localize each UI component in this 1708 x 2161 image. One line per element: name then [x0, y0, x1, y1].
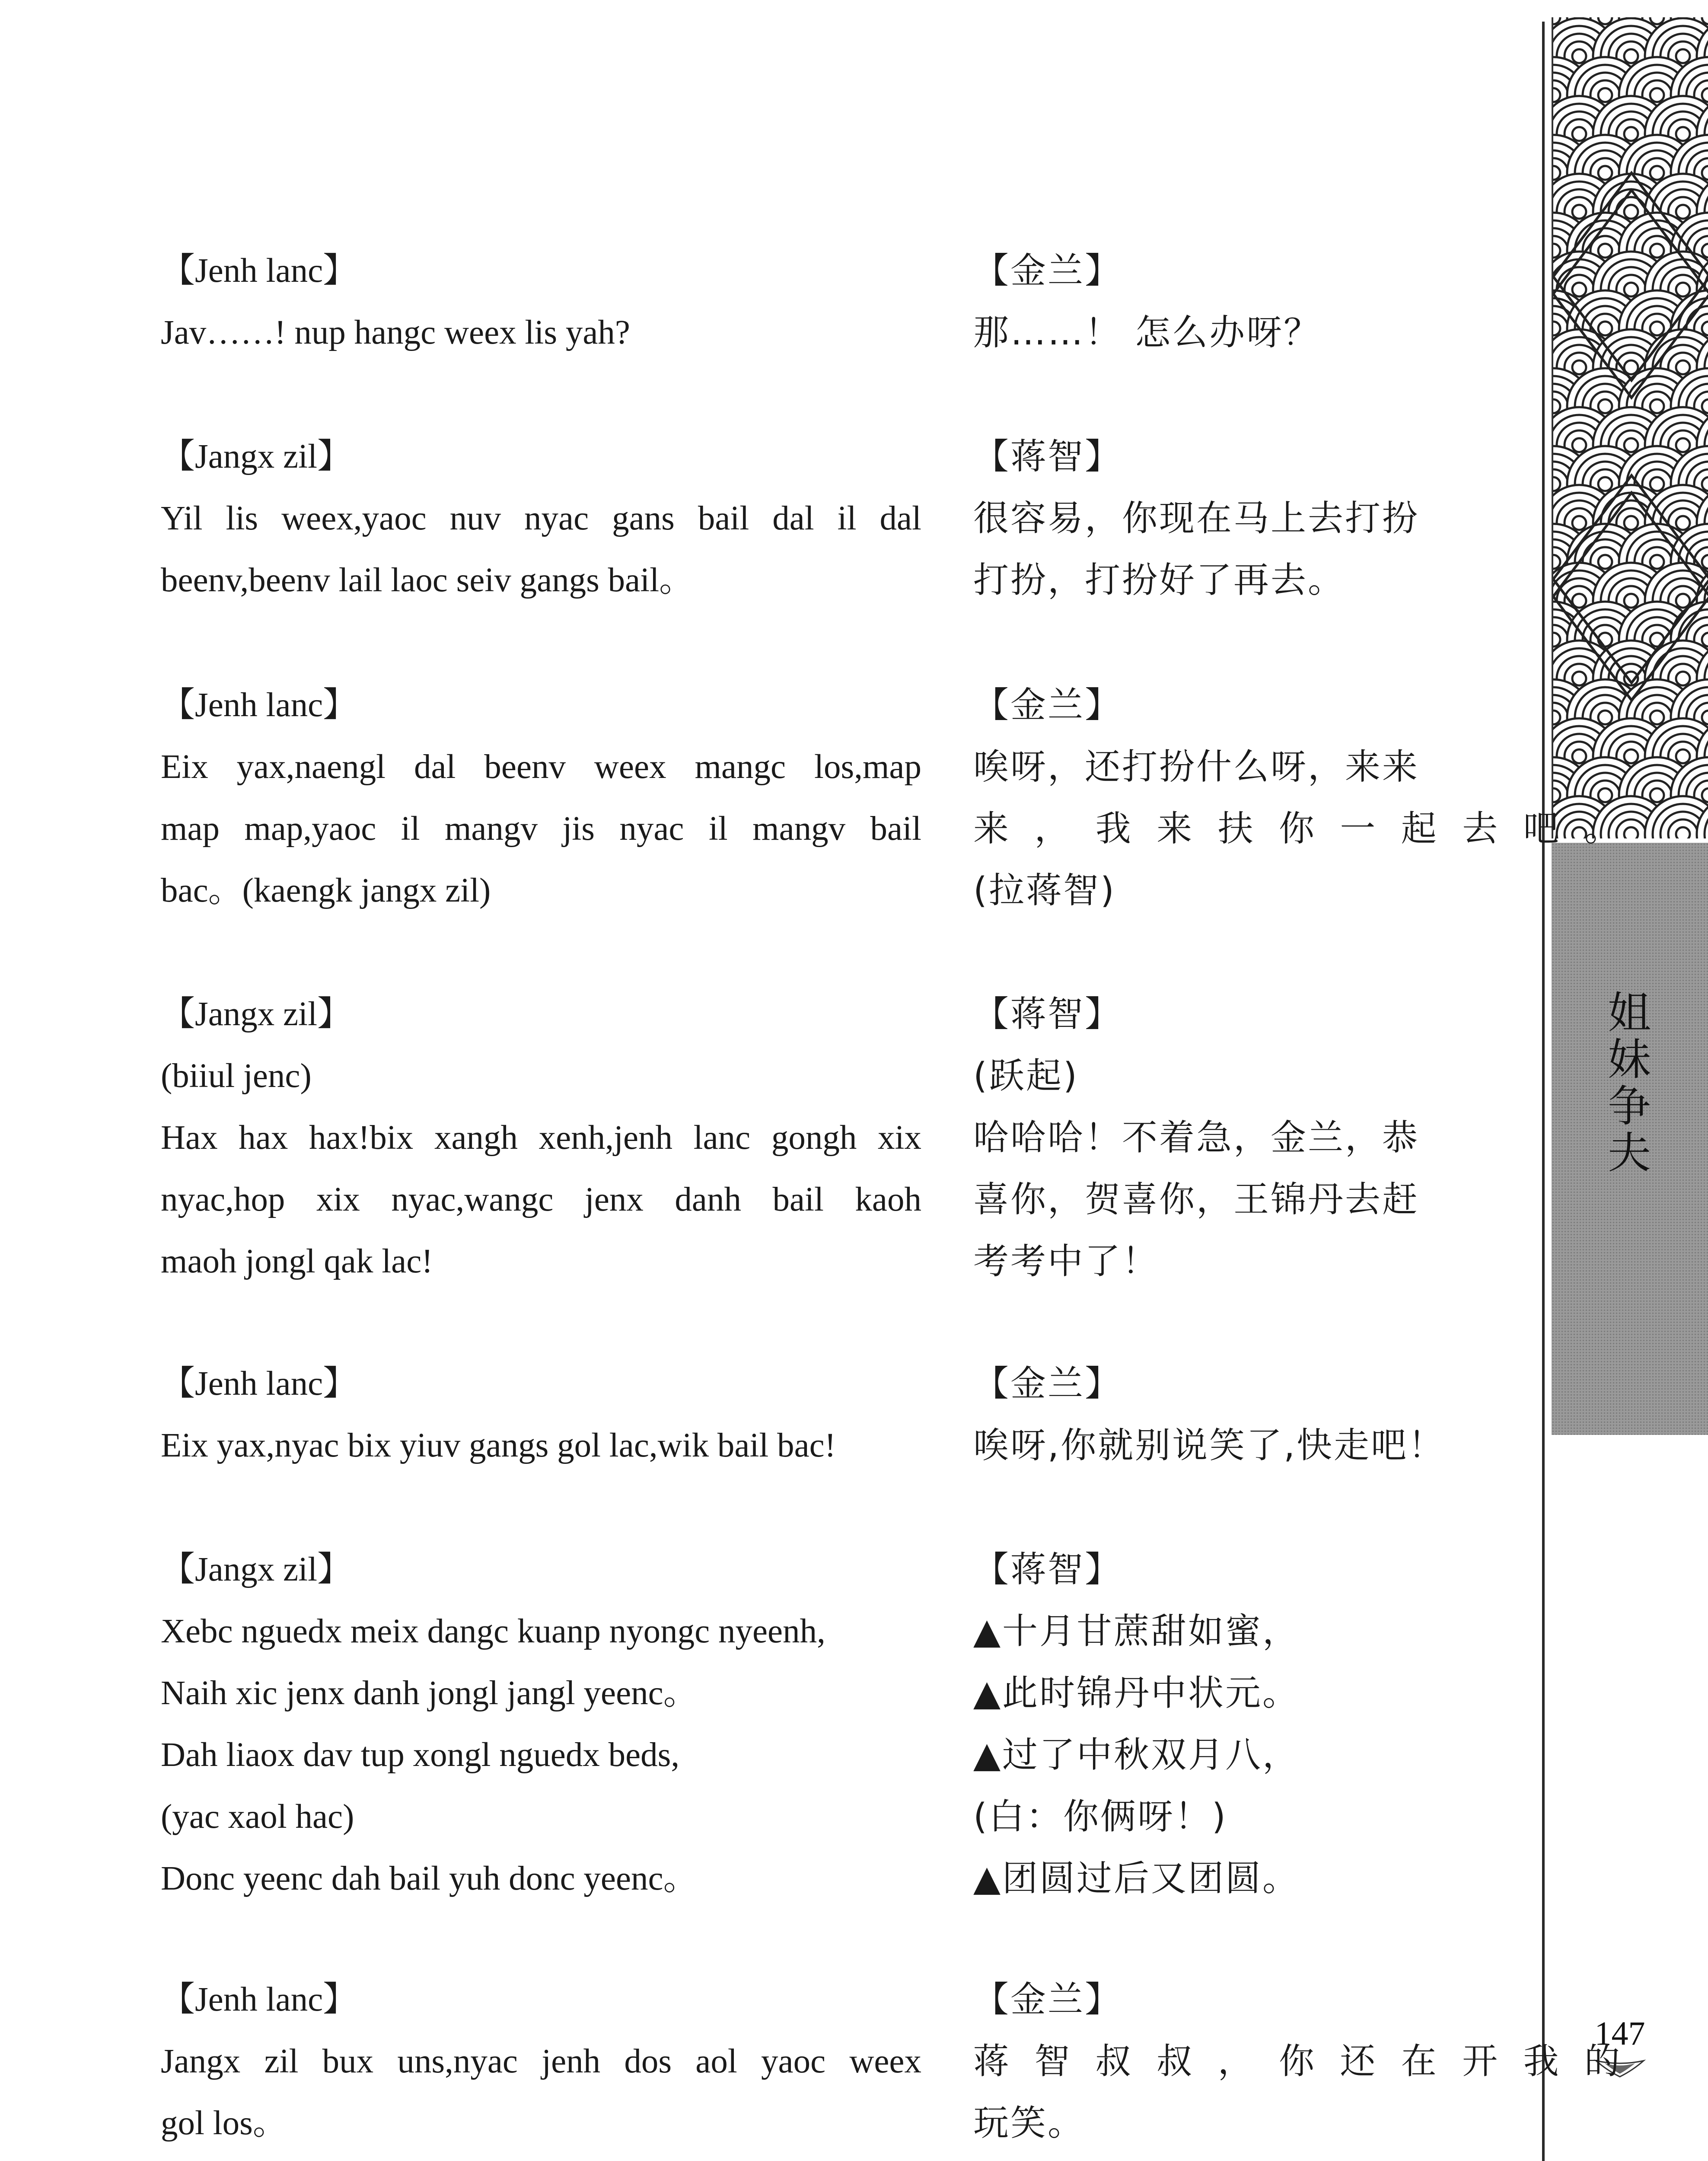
- kam-column: [161, 983, 921, 1292]
- chinese-line: ▲十月甘蔗甜如蜜，: [973, 1611, 1300, 1652]
- title-char: 夫: [1608, 1128, 1651, 1178]
- speaker-label: 【Jenh lanc】: [161, 1981, 357, 2018]
- kam-line: Naih xic jenx danh jongl jangl yeenc。: [161, 1674, 698, 1712]
- kam-column: [161, 1969, 921, 2154]
- kam-line: bac。(kaengk jangx zil): [161, 872, 491, 909]
- chinese-line: 很容易，你现在马上去打扮: [973, 498, 1420, 539]
- chinese-line: 打扮，打扮好了再去。: [973, 560, 1345, 601]
- chinese-column: [973, 983, 1622, 1292]
- kam-column: [161, 240, 921, 363]
- chinese-line: 那……！ 怎么办呀？: [973, 312, 1321, 353]
- kam-line: Xebc nguedx meix dangc kuanp nyongc nyeenh,: [161, 1613, 825, 1650]
- kam-line: Jav……! nup hangc weex lis yah?: [161, 314, 630, 351]
- speaker-label: 【蒋智】: [973, 1549, 1122, 1590]
- kam-line: nyac,hop xix nyac,wangc jenx danh bail kaoh: [161, 1181, 921, 1218]
- kam-column: [161, 674, 921, 921]
- chinese-line: 来，我来扶你一起去吧。: [973, 808, 1622, 849]
- speaker-label: 【Jangx zil】: [161, 995, 352, 1033]
- kam-line: Donc yeenc dah bail yuh donc yeenc。: [161, 1860, 698, 1897]
- chinese-line: 唉呀，还打扮什么呀，来来: [973, 746, 1420, 787]
- chinese-line: 蒋智叔叔，你还在开我的: [973, 2041, 1622, 2082]
- kam-line: (biiul jenc): [161, 1057, 312, 1095]
- kam-line: map map,yaoc il mangv jis nyac il mangv bail: [161, 810, 921, 848]
- speaker-label: 【金兰】: [973, 1363, 1122, 1404]
- title-char: 争: [1608, 1081, 1651, 1131]
- kam-line: gol los。: [161, 2104, 287, 2142]
- speaker-label: 【Jangx zil】: [161, 1551, 352, 1588]
- kam-line: (yac xaol hac): [161, 1798, 354, 1836]
- chinese-column: [973, 674, 1622, 921]
- kam-line: Yil lis weex,yaoc nuv nyac gans bail dal il dal: [161, 500, 921, 537]
- chinese-line: ▲过了中秋双月八，: [973, 1734, 1300, 1775]
- chinese-line: (跃起): [973, 1055, 1079, 1096]
- kam-line: maoh jongl qak lac!: [161, 1243, 433, 1280]
- chinese-column: [973, 240, 1622, 363]
- kam-column: [161, 1353, 921, 1476]
- speaker-label: 【金兰】: [973, 685, 1122, 726]
- speaker-label: 【Jenh lanc】: [161, 252, 357, 290]
- kam-line: Eix yax,naengl dal beenv weex mangc los,map: [161, 748, 921, 786]
- chinese-column: [973, 1353, 1622, 1476]
- chinese-column: [973, 1969, 1622, 2154]
- chinese-line: (拉蒋智): [973, 870, 1116, 911]
- speaker-label: 【金兰】: [973, 250, 1122, 291]
- chinese-line: 考考中了！: [973, 1241, 1160, 1282]
- kam-line: beenv,beenv lail laoc seiv gangs bail。: [161, 561, 694, 599]
- chinese-line: 玩笑。: [973, 2103, 1085, 2144]
- chinese-line: (白：你俩呀！): [973, 1796, 1227, 1837]
- kam-column: [161, 1539, 921, 1909]
- kam-line: Hax hax hax!bix xangh xenh,jenh lanc gongh xix: [161, 1119, 921, 1157]
- chinese-line: 唉呀,你就别说笑了,快走吧！: [973, 1425, 1446, 1466]
- chinese-column: [973, 426, 1622, 611]
- speaker-label: 【Jenh lanc】: [161, 1365, 357, 1402]
- kam-line: Dah liaox dav tup xongl nguedx beds,: [161, 1736, 680, 1774]
- speaker-label: 【蒋智】: [973, 436, 1122, 477]
- kam-line: Eix yax,nyac bix yiuv gangs gol lac,wik bail bac!: [161, 1427, 836, 1464]
- speaker-label: 【金兰】: [973, 1979, 1122, 2020]
- title-char: 姐: [1608, 988, 1651, 1038]
- chinese-line: 哈哈哈！不着急，金兰，恭: [973, 1117, 1420, 1158]
- chinese-line: ▲团圆过后又团圆。: [973, 1858, 1300, 1899]
- speaker-label: 【Jangx zil】: [161, 438, 352, 475]
- speaker-label: 【Jenh lanc】: [161, 686, 357, 724]
- chinese-line: ▲此时锦丹中状元。: [973, 1673, 1300, 1714]
- title-char: 妹: [1608, 1034, 1651, 1085]
- kam-line: Jangx zil bux uns,nyac jenh dos aol yaoc weex: [161, 2043, 921, 2080]
- page-number: 147: [1594, 2014, 1645, 2052]
- chinese-column: [973, 1539, 1622, 1909]
- speaker-label: 【蒋智】: [973, 994, 1122, 1035]
- chinese-line: 喜你，贺喜你，王锦丹去赶: [973, 1179, 1420, 1220]
- kam-column: [161, 426, 921, 611]
